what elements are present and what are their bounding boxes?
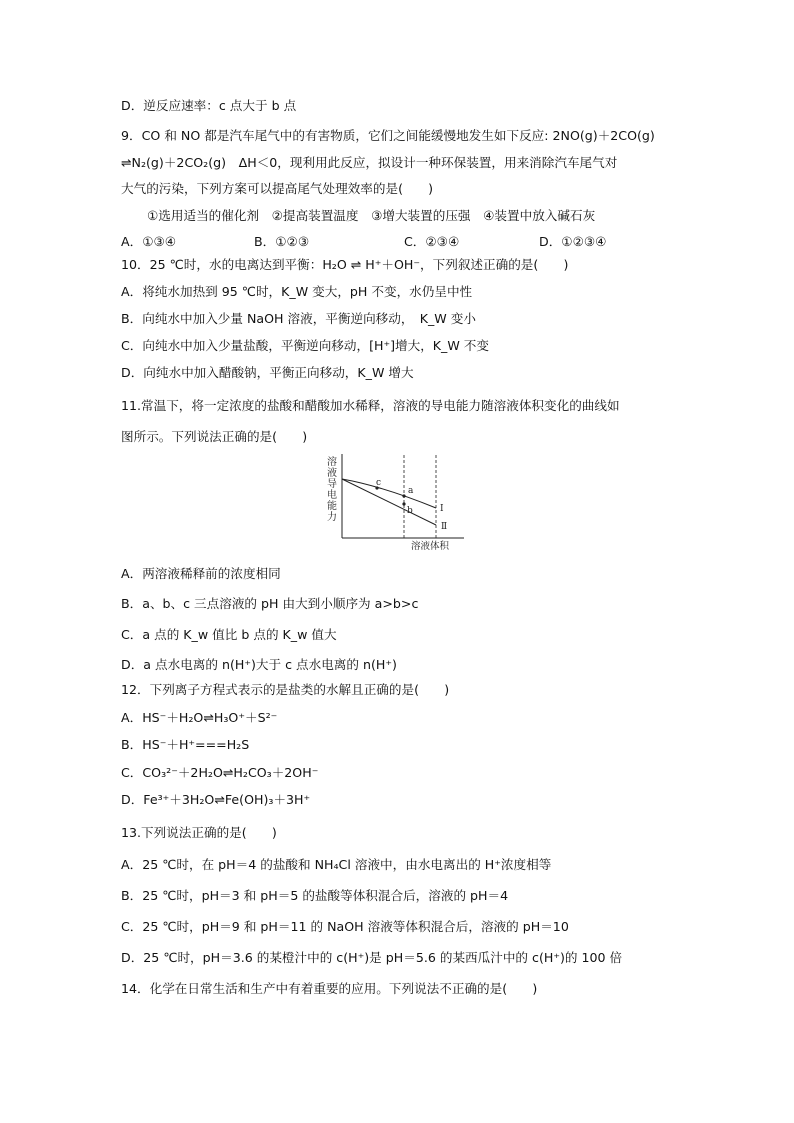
conductivity-figure <box>322 452 472 552</box>
point-c-label: c <box>376 478 382 488</box>
curve-I-label: Ⅰ <box>440 504 444 514</box>
q9-options <box>121 233 681 251</box>
q10-option-b: B．向纯水中加入少量 NaOH 溶液，平衡逆向移动， K_W 变小 <box>121 311 476 326</box>
q11-option-a: A．两溶液稀释前的浓度相同 <box>121 566 281 581</box>
point-b-label: b <box>407 506 413 516</box>
figure-ylabel-char: 能 <box>327 501 337 512</box>
q10-stem: 10．25 ℃时，水的电离达到平衡：H₂O ⇌ H⁺＋OH⁻，下列叙述正确的是( ) <box>121 257 569 272</box>
q12-option-d: D．Fe³⁺＋3H₂O⇌Fe(OH)₃＋3H⁺ <box>121 792 311 807</box>
figure-ylabel-char: 电 <box>327 490 337 501</box>
curve-II-label: Ⅱ <box>441 522 448 532</box>
q9-stem-line2: ⇌N₂(g)＋2CO₂(g) ΔH＜0，现利用此反应，拟设计一种环保装置，用来消除汽车尾气对 <box>121 155 618 170</box>
q9-option-c: C．②③④ <box>404 234 460 249</box>
figure-ylabel-char: 溶 <box>327 457 337 468</box>
q13-option-b: B．25 ℃时，pH＝3 和 pH＝5 的盐酸等体积混合后，溶液的 pH＝4 <box>121 888 509 903</box>
q13-option-a: A．25 ℃时，在 pH＝4 的盐酸和 NH₄Cl 溶液中，由水电离出的 H⁺浓度相等 <box>121 857 552 872</box>
figure-ylabel-char: 力 <box>327 512 337 523</box>
point-a-marker <box>402 494 405 497</box>
q11-stem-line2: 图所示。下列说法正确的是( ) <box>121 429 308 444</box>
q11-option-d: D．a 点水电离的 n(H⁺)大于 c 点水电离的 n(H⁺) <box>121 657 397 672</box>
curve-I <box>342 479 436 508</box>
q11-option-b: B．a、b、c 三点溶液的 pH 由大到小顺序为 a>b>c <box>121 596 419 611</box>
q10-option-c: C．向纯水中加入少量盐酸，平衡逆向移动，[H⁺]增大，K_W 不变 <box>121 338 489 353</box>
point-a-label: a <box>408 486 414 496</box>
q12-option-b: B．HS⁻＋H⁺===H₂S <box>121 737 250 752</box>
q13-stem: 13.下列说法正确的是( ) <box>121 825 277 840</box>
q8-option-d: D．逆反应速率：c 点大于 b 点 <box>121 98 297 113</box>
q13-option-c: C．25 ℃时，pH＝9 和 pH＝11 的 NaOH 溶液等体积混合后，溶液的 pH＝10 <box>121 919 569 934</box>
q9-option-b: B．①②③ <box>254 234 310 249</box>
q10-option-a: A．将纯水加热到 95 ℃时，K_W 变大，pH 不变，水仍呈中性 <box>121 284 473 299</box>
figure-ylabel-char: 导 <box>327 479 337 490</box>
q9-stem-line1: 9．CO 和 NO 都是汽车尾气中的有害物质，它们之间能缓慢地发生如下反应: 2NO(g)＋2CO(g) <box>121 128 655 143</box>
q12-option-a: A．HS⁻＋H₂O⇌H₃O⁺＋S²⁻ <box>121 710 278 725</box>
q13-option-d: D．25 ℃时，pH＝3.6 的某橙汁中的 c(H⁺)是 pH＝5.6 的某西瓜汁中的 c(H⁺)的 100 倍 <box>121 950 623 965</box>
q9-statements: ①选用适当的催化剂 ②提高装置温度 ③增大装置的压强 ④装置中放入碱石灰 <box>147 208 596 223</box>
figure-ylabel-char: 液 <box>327 468 337 479</box>
q14-stem: 14．化学在日常生活和生产中有着重要的应用。下列说法不正确的是( ) <box>121 981 538 996</box>
q9-stem-line3: 大气的污染，下列方案可以提高尾气处理效率的是( ) <box>121 181 434 196</box>
q11-stem-line1: 11.常温下，将一定浓度的盐酸和醋酸加水稀释，溶液的导电能力随溶液体积变化的曲线如 <box>121 398 620 413</box>
figure-xlabel: 溶液体积 <box>411 541 450 552</box>
q9-option-a: A．①③④ <box>121 234 177 249</box>
q12-option-c: C．CO₃²⁻＋2H₂O⇌H₂CO₃＋2OH⁻ <box>121 765 319 780</box>
q12-stem: 12．下列离子方程式表示的是盐类的水解且正确的是( ) <box>121 682 450 697</box>
q9-option-d: D．①②③④ <box>539 234 607 249</box>
point-b-marker <box>402 502 405 505</box>
q10-option-d: D．向纯水中加入醋酸钠，平衡正向移动，K_W 增大 <box>121 365 414 380</box>
q11-option-c: C．a 点的 K_w 值比 b 点的 K_w 值大 <box>121 627 337 642</box>
